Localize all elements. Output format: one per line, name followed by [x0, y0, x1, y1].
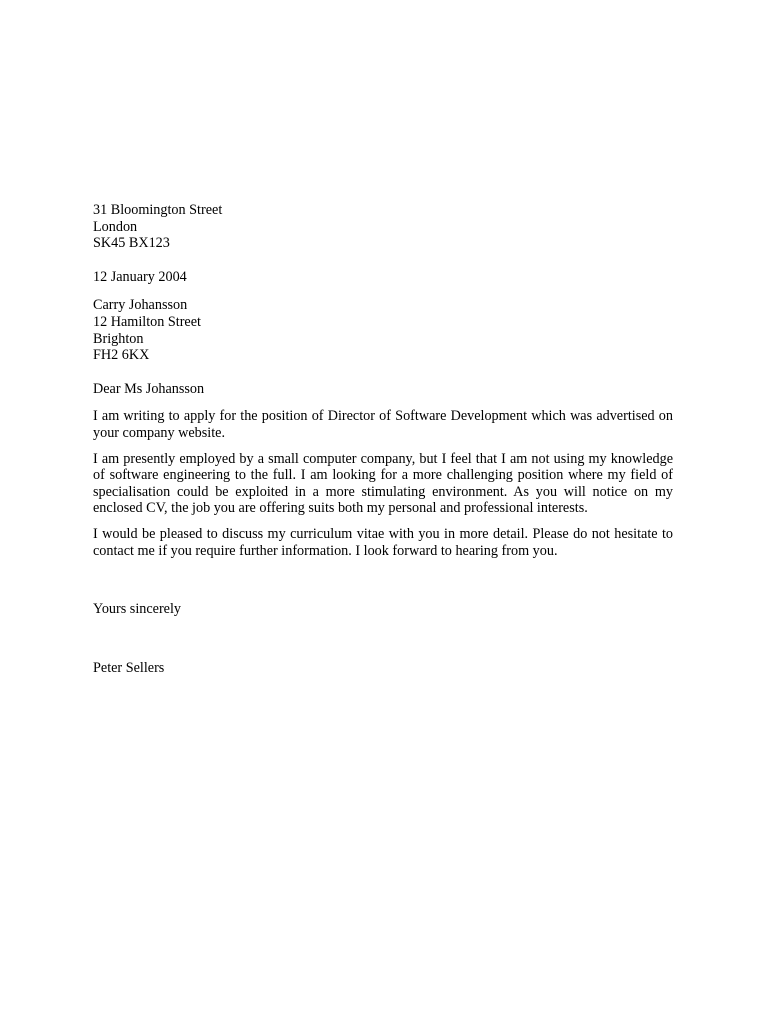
salutation-text: Dear Ms Johansson [93, 380, 205, 397]
signature-name: Peter Sellers [93, 659, 165, 676]
sender-address-line-1: 31 Bloomington Street [93, 202, 223, 218]
sender-address [93, 202, 673, 252]
recipient-street: 12 Hamilton Street [93, 313, 201, 330]
recipient-address [93, 297, 673, 363]
closing [93, 601, 673, 618]
recipient-name: Carry Johansson [93, 297, 188, 314]
body-paragraph-2: I am presently employed by a small computer company, but I feel that I am not using my knowledge of software engineering to the full. I am looking for a more challenging position where my field of specialisation could be exploited in a more stimulating environment. As you will notice on my enclosed CV, the job you are offering suits both my personal and professional interests. [93, 450, 673, 517]
body-paragraph-1: I am writing to apply for the position of Director of Software Development which was advertised on your company website. [93, 408, 673, 441]
sender-address-line-3: SK45 BX123 [93, 235, 170, 252]
letter-page [93, 202, 673, 676]
letter-date [93, 269, 673, 286]
sender-address-line-2: London [93, 218, 138, 235]
salutation [93, 381, 673, 398]
date-text: 12 January 2004 [93, 268, 187, 285]
recipient-postcode: FH2 6KX [93, 347, 150, 364]
signature [93, 660, 673, 677]
recipient-city: Brighton [93, 330, 144, 347]
closing-text: Yours sincerely [93, 601, 182, 618]
body-paragraph-3: I would be pleased to discuss my curriculum vitae with you in more detail. Please do not hesitate to contact me if you require further information. I look forward to hearing from you. [93, 525, 673, 559]
